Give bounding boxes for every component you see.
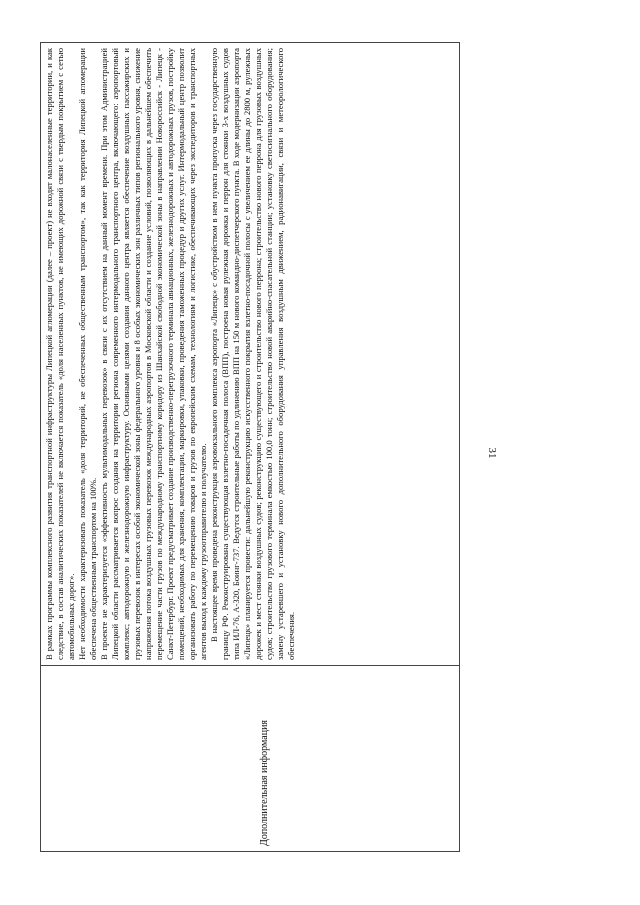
paragraph: В настоящее время проведена реконструкция аэровокзального комплекса аэропорта «Липецк» с обустройством в нем пункта пропуска через государственную границу РФ. Реконструирована существующая взлетно-посадочная полоса (ВПП), построена новая рулежная дорожка и перрон для стоянки 3-х воздушных судов типа ИЛ-76, А-320, Боинг-737. Ведутся строительные работы по удлинению ВПП на 150 м нового командно-диспетчерского пункта. В ходе модернизации аэропорта «Липецк» планируется провести: дальнейшую реконструкцию искусственного покрытия взлетно-посадочной полосы с увеличением ее длины до 2800 м, рулежных дорожек и мест стоянки воздушных судов; реконструкцию существующего и строительство нового перрона; строительство нового перрона для грузовых воздушных судов; строительство грузового терминала емкостью 100,0 тонн; строительство новой аварийно-спасательной станции; установку светосигнального оборудования; замену устаревшего и установку нового дополнительного оборудования управления воздушным движением, радионавигации, связи и метеорологического обеспечения. xyxy=(209,48,296,660)
info-table xyxy=(40,42,460,852)
row-label-cell xyxy=(41,666,460,852)
paragraph: В проекте не характеризуется «эффективность мультимодальных перевозок» в связи с их отсутствием на данный момент времени. При этом Администрацией Липецкой области рассматривается вопрос создания на территории региона современного интермодального транспортного центра, включающего: аэропортовый комплекс; автодорожную и железнодорожную инфраструктуру. Основными целями создания данного центра является обеспечение воздушных пассажирских и грузовых перевозок в интересах особой экономической зоны федерального уровня и 8 особых экономических зон различных типов регионального уровня, снижение напряжения потока воздушных грузовых перевозок международных аэропортов в Московской области и создание условий, позволяющих в дальнейшем обеспечить перемещение части грузов по международному транспортному коридору из Шанхайской свободной экономической зоны в направлении Новороссийск - Липецк - Санкт-Петербург. Проект предусматривает создание производственно-перегрузочного терминала авиационных, железнодорожных и автодорожных грузов, постройку помещений, необходимых для хранения, комплектации, маркировки, упаковки, проведения таможенных процедур и других услуг. Интермодальный центр позволит организовать работу по перемещению товаров и грузов по европейским схемам, технологиям и логистике, обеспечивающих через экспедиторов и транспортных агентов выход к каждому грузоотправителю и получателю. xyxy=(99,48,208,660)
row-content-cell xyxy=(41,43,460,666)
paragraph: В рамках программы комплексного развития транспортной инфраструктуры Липецкой агломерации (далее – проект) не входят малонаселенные территории, и как следствие, в состав аналитических показателей не включается показатель «доля населенных пунктов, не имеющих дорожной связи с твердым покрытием с сетью автомобильных дорог». xyxy=(44,48,76,660)
page-number: 31 xyxy=(486,447,498,459)
paragraph: Нет необходимости характеризовать показатель «доля территорий, не обеспеченных общественным транспортом», так как территория Липецкой агломерации обеспечена общественным транспортом на 100%. xyxy=(77,48,98,660)
row-label: Дополнительная информация xyxy=(259,719,270,846)
info-table-rotated xyxy=(40,42,460,852)
table-row xyxy=(41,43,460,852)
